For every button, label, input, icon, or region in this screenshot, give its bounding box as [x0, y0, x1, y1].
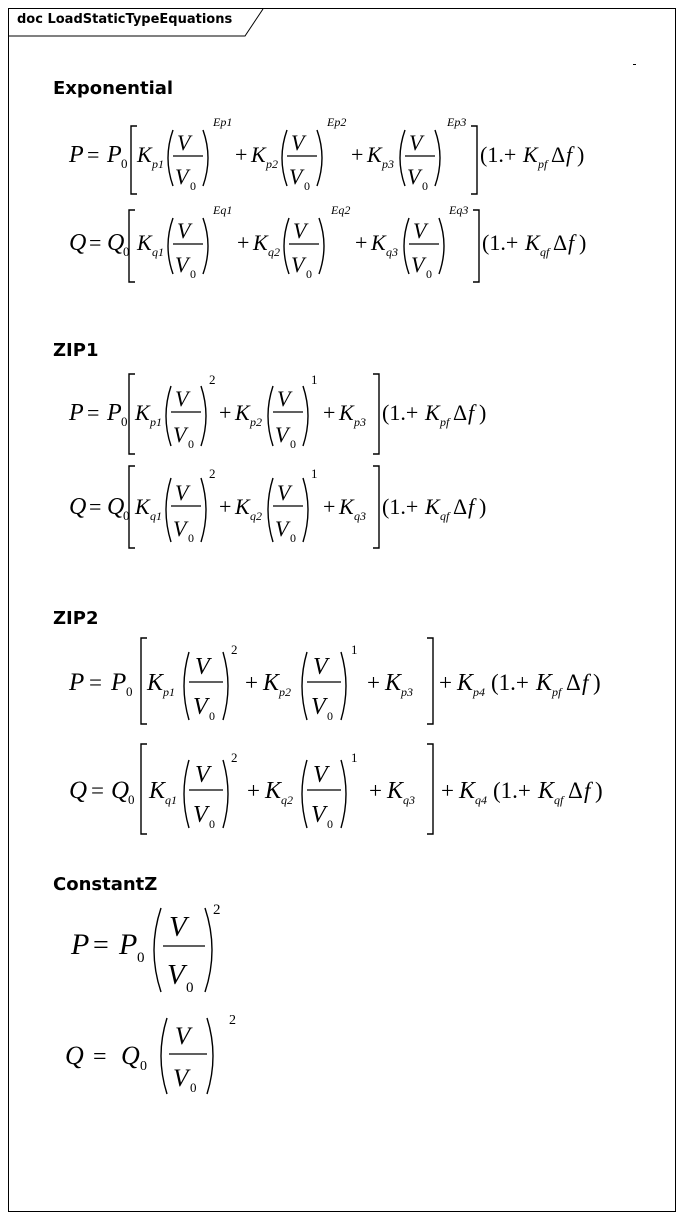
svg-text:K: K — [387, 778, 404, 804]
svg-text:+: + — [237, 230, 250, 255]
svg-text:): ) — [479, 494, 487, 519]
svg-text:1: 1 — [351, 642, 358, 657]
diagram-label: doc LoadStaticTypeEquations — [17, 12, 233, 27]
svg-text:p3: p3 — [382, 157, 394, 171]
svg-text:K: K — [371, 230, 386, 255]
stray-mark — [633, 64, 636, 65]
svg-text:V: V — [291, 252, 305, 277]
svg-text:K: K — [135, 494, 150, 519]
svg-text:K: K — [339, 400, 354, 425]
svg-text:pf: pf — [440, 415, 450, 429]
svg-text:p1: p1 — [150, 415, 162, 429]
svg-text:2: 2 — [229, 1013, 236, 1028]
equation-zip2-p — [55, 636, 635, 728]
svg-text:K: K — [265, 778, 282, 804]
svg-text:q1: q1 — [165, 793, 177, 807]
equation-exponential-p — [55, 112, 615, 196]
svg-text:0: 0 — [306, 267, 312, 281]
svg-text:p3: p3 — [354, 415, 366, 429]
svg-text:=: = — [89, 494, 102, 519]
svg-text:=: = — [87, 142, 100, 167]
equation-constantz-q-svg — [55, 1004, 255, 1100]
svg-text:Q: Q — [65, 1041, 84, 1070]
svg-text:p2: p2 — [250, 415, 262, 429]
svg-text:+: + — [235, 142, 248, 167]
svg-text:V: V — [193, 802, 208, 828]
section-title-zip2: ZIP2 — [53, 608, 99, 629]
svg-text:2: 2 — [231, 750, 238, 765]
svg-text:Eq2: Eq2 — [331, 203, 351, 217]
svg-text:2: 2 — [209, 466, 216, 481]
equation-zip1-p-svg — [55, 366, 535, 456]
svg-text:2: 2 — [231, 642, 238, 657]
svg-text:K: K — [459, 778, 476, 804]
svg-text:V: V — [313, 762, 328, 788]
svg-text:K: K — [137, 142, 152, 167]
svg-text:0: 0 — [190, 1080, 197, 1095]
svg-text:f: f — [468, 494, 475, 519]
svg-text:V: V — [195, 762, 210, 788]
svg-text:f: f — [582, 670, 589, 695]
svg-text:Δ: Δ — [551, 142, 566, 167]
svg-text:V: V — [175, 1023, 191, 1050]
svg-text:0: 0 — [188, 437, 194, 451]
svg-text:0: 0 — [209, 817, 215, 831]
svg-text:0: 0 — [290, 531, 296, 545]
svg-text:V: V — [313, 654, 328, 680]
svg-text:K: K — [339, 494, 354, 519]
svg-text:V: V — [195, 654, 210, 680]
svg-text:0: 0 — [121, 414, 128, 429]
svg-text:K: K — [137, 230, 152, 255]
svg-text:V: V — [311, 694, 326, 720]
svg-text:2: 2 — [209, 372, 216, 387]
svg-text:+: + — [369, 778, 382, 803]
svg-text:f: f — [468, 400, 475, 425]
svg-text:V: V — [169, 911, 187, 943]
svg-text:V: V — [173, 516, 187, 541]
svg-text:0: 0 — [186, 980, 194, 996]
svg-text:): ) — [577, 142, 585, 167]
svg-text:pf: pf — [538, 157, 548, 171]
svg-text:q3: q3 — [403, 793, 415, 807]
svg-text:(1.+: (1.+ — [482, 230, 519, 255]
svg-text:(1.+: (1.+ — [491, 670, 529, 695]
svg-text:Eq1: Eq1 — [213, 203, 233, 217]
svg-text:q4: q4 — [475, 793, 487, 807]
svg-text:0: 0 — [123, 508, 130, 523]
svg-text:q1: q1 — [152, 245, 164, 259]
svg-text:f: f — [566, 142, 573, 167]
svg-text:V: V — [407, 164, 421, 189]
svg-text:V: V — [413, 218, 427, 243]
svg-text:K: K — [425, 400, 440, 425]
svg-text:K: K — [235, 400, 250, 425]
svg-text:Ep3: Ep3 — [447, 115, 467, 129]
svg-text:0: 0 — [209, 709, 215, 723]
svg-text:q3: q3 — [354, 509, 366, 523]
svg-text:(1.+: (1.+ — [382, 494, 419, 519]
svg-text:0: 0 — [140, 1059, 147, 1074]
svg-text:): ) — [479, 400, 487, 425]
svg-text:V: V — [177, 218, 191, 243]
svg-text:0: 0 — [304, 179, 310, 193]
equation-zip2-q-svg — [55, 740, 635, 836]
svg-text:K: K — [367, 142, 382, 167]
svg-text:V: V — [293, 218, 307, 243]
svg-text:V: V — [175, 164, 189, 189]
svg-text:0: 0 — [426, 267, 432, 281]
svg-text:P: P — [69, 669, 85, 696]
equation-zip2-q — [55, 740, 635, 836]
svg-text:1: 1 — [351, 750, 358, 765]
svg-text:Q: Q — [69, 777, 88, 804]
svg-text:K: K — [135, 400, 150, 425]
svg-text:Q: Q — [121, 1041, 140, 1070]
svg-text:+: + — [351, 142, 364, 167]
svg-text:0: 0 — [190, 267, 196, 281]
svg-text:Q: Q — [69, 494, 87, 520]
equation-zip1-q-svg — [55, 456, 535, 548]
svg-text:pf: pf — [552, 685, 562, 699]
svg-text:Eq3: Eq3 — [449, 203, 469, 217]
svg-text:Q: Q — [111, 777, 130, 804]
svg-text:Δ: Δ — [453, 400, 468, 425]
equation-zip1-p — [55, 366, 535, 456]
svg-text:P: P — [71, 928, 90, 961]
svg-text:+: + — [439, 670, 452, 695]
svg-text:Δ: Δ — [453, 494, 468, 519]
svg-text:1: 1 — [311, 372, 318, 387]
svg-text:q2: q2 — [281, 793, 293, 807]
svg-text:+: + — [245, 670, 258, 695]
equation-constantz-q — [55, 1004, 255, 1100]
svg-text:K: K — [385, 670, 402, 696]
svg-text:p3: p3 — [401, 685, 413, 699]
diagram-tab — [9, 9, 265, 42]
svg-text:): ) — [579, 230, 587, 255]
svg-text:K: K — [457, 670, 474, 696]
svg-text:qf: qf — [554, 793, 564, 807]
svg-text:0: 0 — [123, 244, 130, 259]
svg-text:P: P — [119, 928, 138, 961]
svg-text:V: V — [275, 516, 289, 541]
svg-text:f: f — [568, 230, 575, 255]
svg-text:V: V — [175, 480, 189, 505]
equation-exponential-q-svg — [55, 200, 615, 284]
svg-text:=: = — [93, 930, 109, 961]
svg-text:1: 1 — [311, 466, 318, 481]
svg-text:+: + — [367, 670, 380, 695]
svg-text:K: K — [235, 494, 250, 519]
svg-text:P: P — [107, 142, 122, 168]
svg-text:V: V — [291, 130, 305, 155]
svg-text:V: V — [411, 252, 425, 277]
svg-text:0: 0 — [126, 684, 133, 699]
svg-text:p1: p1 — [152, 157, 164, 171]
svg-text:V: V — [275, 422, 289, 447]
svg-text:V: V — [311, 802, 326, 828]
svg-text:0: 0 — [190, 179, 196, 193]
svg-text:=: = — [89, 230, 102, 255]
svg-text:0: 0 — [290, 437, 296, 451]
svg-text:V: V — [409, 130, 423, 155]
svg-text:(1.+: (1.+ — [382, 400, 419, 425]
svg-text:=: = — [89, 670, 102, 695]
svg-text:Δ: Δ — [553, 230, 568, 255]
svg-text:p2: p2 — [266, 157, 278, 171]
svg-text:V: V — [277, 386, 291, 411]
svg-text:K: K — [425, 494, 440, 519]
svg-text:P: P — [69, 400, 84, 426]
svg-text:Q: Q — [107, 230, 125, 256]
svg-text:V: V — [193, 694, 208, 720]
svg-text:Q: Q — [107, 494, 125, 520]
svg-text:p2: p2 — [279, 685, 291, 699]
svg-text:K: K — [538, 778, 555, 804]
svg-text:): ) — [593, 670, 601, 695]
svg-text:=: = — [87, 400, 100, 425]
svg-text:+: + — [219, 494, 232, 519]
section-title-constantz: ConstantZ — [53, 874, 158, 895]
equation-constantz-p — [55, 896, 255, 1002]
svg-text:Ep1: Ep1 — [213, 115, 233, 129]
svg-text:qf: qf — [540, 245, 550, 259]
svg-text:V: V — [289, 164, 303, 189]
equation-exponential-p-svg — [55, 112, 615, 196]
svg-text:0: 0 — [121, 156, 128, 171]
svg-text:K: K — [536, 670, 553, 696]
svg-text:Δ: Δ — [568, 778, 583, 803]
svg-text:P: P — [69, 142, 84, 168]
svg-text:V: V — [173, 422, 187, 447]
svg-text:q3: q3 — [386, 245, 398, 259]
equation-zip2-p-svg — [55, 636, 635, 728]
section-title-exponential: Exponential — [53, 78, 174, 99]
svg-text:0: 0 — [327, 709, 333, 723]
svg-text:0: 0 — [188, 531, 194, 545]
equation-constantz-p-svg — [55, 896, 255, 1002]
svg-text:0: 0 — [128, 792, 135, 807]
svg-text:+: + — [247, 778, 260, 803]
svg-text:K: K — [525, 230, 540, 255]
svg-text:P: P — [107, 400, 122, 426]
svg-text:Δ: Δ — [566, 670, 581, 695]
svg-text:q2: q2 — [250, 509, 262, 523]
svg-text:+: + — [219, 400, 232, 425]
svg-text:+: + — [323, 494, 336, 519]
svg-text:p1: p1 — [163, 685, 175, 699]
svg-text:V: V — [177, 130, 191, 155]
svg-text:p4: p4 — [473, 685, 485, 699]
section-title-zip1: ZIP1 — [53, 340, 99, 361]
svg-text:V: V — [167, 959, 185, 991]
svg-text:+: + — [355, 230, 368, 255]
svg-text:=: = — [91, 778, 104, 803]
svg-text:V: V — [175, 386, 189, 411]
svg-text:Ep2: Ep2 — [327, 115, 347, 129]
svg-text:V: V — [277, 480, 291, 505]
svg-text:V: V — [175, 252, 189, 277]
equation-exponential-q — [55, 200, 615, 284]
svg-text:V: V — [173, 1065, 189, 1092]
svg-text:qf: qf — [440, 509, 450, 523]
svg-text:K: K — [263, 670, 280, 696]
svg-text:2: 2 — [213, 902, 221, 918]
svg-text:=: = — [93, 1044, 107, 1070]
svg-text:K: K — [251, 142, 266, 167]
svg-text:+: + — [441, 778, 454, 803]
svg-text:P: P — [111, 669, 127, 696]
svg-text:): ) — [595, 778, 603, 803]
svg-text:K: K — [149, 778, 166, 804]
svg-text:0: 0 — [137, 950, 145, 966]
svg-text:0: 0 — [422, 179, 428, 193]
svg-text:q1: q1 — [150, 509, 162, 523]
svg-text:q2: q2 — [268, 245, 280, 259]
svg-text:(1.+: (1.+ — [480, 142, 517, 167]
svg-text:+: + — [323, 400, 336, 425]
svg-text:K: K — [523, 142, 538, 167]
svg-text:K: K — [253, 230, 268, 255]
svg-text:0: 0 — [327, 817, 333, 831]
svg-text:(1.+: (1.+ — [493, 778, 531, 803]
svg-text:f: f — [584, 778, 591, 803]
svg-text:Q: Q — [69, 230, 87, 256]
equation-zip1-q — [55, 456, 535, 548]
svg-text:K: K — [147, 670, 164, 696]
